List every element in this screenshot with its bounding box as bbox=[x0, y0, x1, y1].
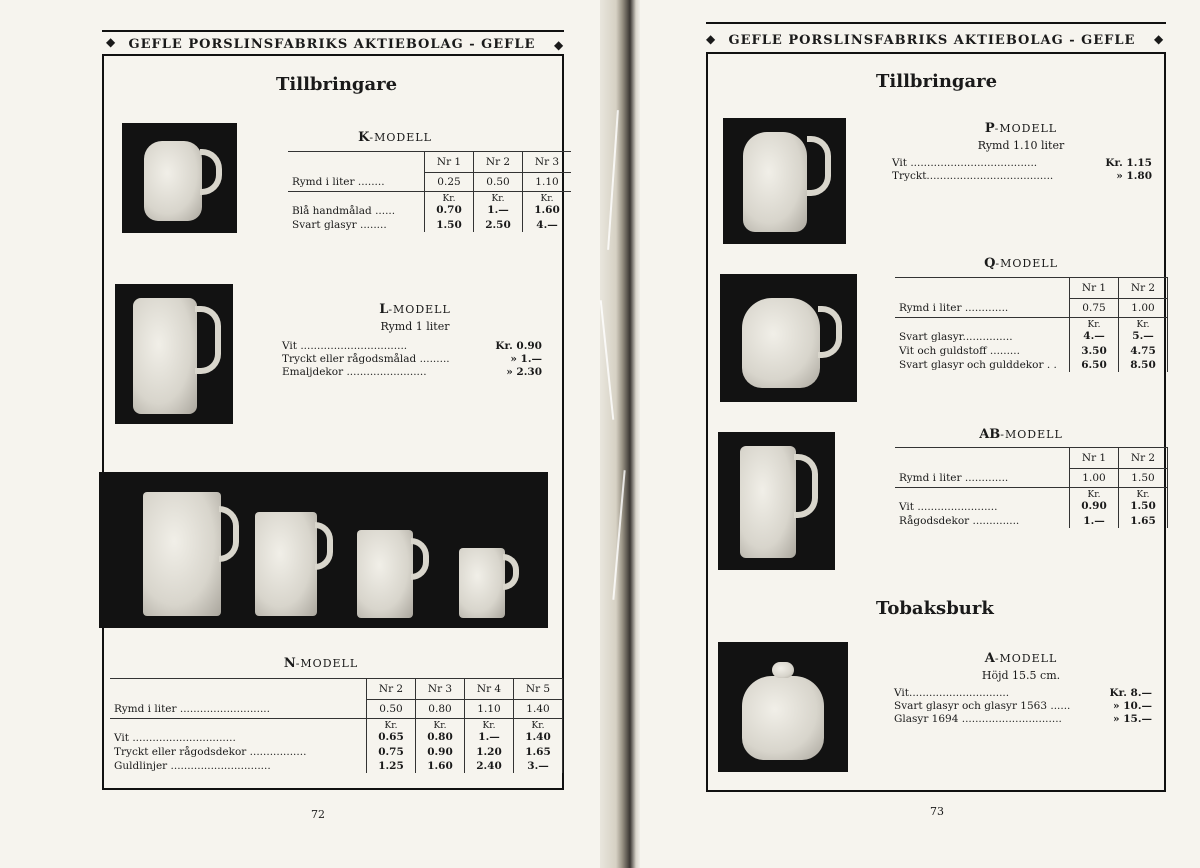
ab-model-table: Nr 1 Nr 2 Rymd i liter ............. 1.00 1.50 Vit ........................ Kr. 0.90 Kr. 1.50 Rågodsdekor .............. 1.— 1.65 bbox=[895, 447, 1168, 528]
l-model-heading: L-MODELL bbox=[379, 302, 451, 317]
diamond-icon: ◆ bbox=[106, 35, 116, 49]
header-title: GEFLE PORSLINSFABRIKS AKTIEBOLAG - GEFLE bbox=[128, 37, 536, 52]
diamond-icon: ◆ bbox=[1154, 32, 1164, 46]
q-model-table: Nr 1 Nr 2 Rymd i liter ............. 0.75 1.00 Svart glasyr............... Kr. 4.— Kr. 5.— Vit och guldstoff ......... 3.50 4.75 Svart glasyr och gulddekor . . 6.50 8.50 bbox=[895, 277, 1168, 372]
header-rule bbox=[706, 22, 1166, 24]
l-model-capacity: Rymd 1 liter bbox=[380, 320, 450, 333]
page-title: Tillbringare bbox=[876, 71, 998, 92]
diamond-icon: ◆ bbox=[554, 38, 564, 52]
section-title: Tobaksburk bbox=[876, 598, 994, 619]
n-model-table: Nr 2 Nr 3 Nr 4 Nr 5 Rymd i liter ........................... 0.50 0.80 1.10 1.40 Vit ............................... Kr. 0.65 Kr. 0.80 Kr. 1.— Kr. 1.40 Tryckt eller rågodsdekor ................. 0.75 0.90 1.20 1.65 Guldlinjer .............................. 1.25 1.60 2.40 3.— bbox=[110, 678, 563, 773]
p-model-capacity: Rymd 1.10 liter bbox=[977, 139, 1065, 152]
page-title: Tillbringare bbox=[276, 74, 398, 95]
a-model-photo bbox=[718, 642, 848, 772]
diamond-icon: ◆ bbox=[706, 32, 716, 46]
a-model-height: Höjd 15.5 cm. bbox=[981, 669, 1061, 682]
n-model-heading: N-MODELL bbox=[283, 656, 359, 671]
l-model-prices: Vit ................................ Kr. 0.90 Tryckt eller rågodsmålad ......... » 1.— Emaljdekor ........................ » 2.30 bbox=[282, 340, 542, 378]
k-model-photo bbox=[122, 123, 237, 233]
k-model-heading: K-MODELL bbox=[358, 130, 432, 145]
right-page bbox=[640, 0, 1200, 868]
n-model-photo bbox=[99, 472, 548, 628]
header-rule bbox=[102, 30, 564, 32]
q-model-heading: Q-MODELL bbox=[984, 256, 1058, 271]
page-number: 72 bbox=[311, 808, 325, 821]
k-model-table: Nr 1 Nr 2 Nr 3 Rymd i liter ........ 0.25 0.50 1.10 Blå handmålad ...... Kr. 0.70 Kr. 1.— Kr. 1.60 Svart glasyr ........ 1.50 2.50 4.— bbox=[288, 151, 571, 232]
p-model-photo bbox=[723, 118, 846, 244]
ab-model-heading: AB-MODELL bbox=[979, 427, 1063, 442]
page-number: 73 bbox=[930, 805, 944, 818]
ab-model-photo bbox=[718, 432, 835, 570]
header-title: GEFLE PORSLINSFABRIKS AKTIEBOLAG - GEFLE bbox=[728, 33, 1136, 48]
p-model-prices: Vit ...................................... Kr. 1.15 Tryckt...................................... » 1.80 bbox=[892, 157, 1152, 182]
a-model-prices: Vit.............................. Kr. 8.— Svart glasyr och glasyr 1563 ...... » 10.— Glasyr 1694 .............................. » 15.— bbox=[894, 687, 1152, 725]
p-model-heading: P-MODELL bbox=[984, 121, 1058, 136]
l-model-photo bbox=[115, 284, 233, 424]
book-gutter bbox=[600, 0, 640, 868]
q-model-photo bbox=[720, 274, 857, 402]
a-model-heading: A-MODELL bbox=[984, 651, 1058, 666]
